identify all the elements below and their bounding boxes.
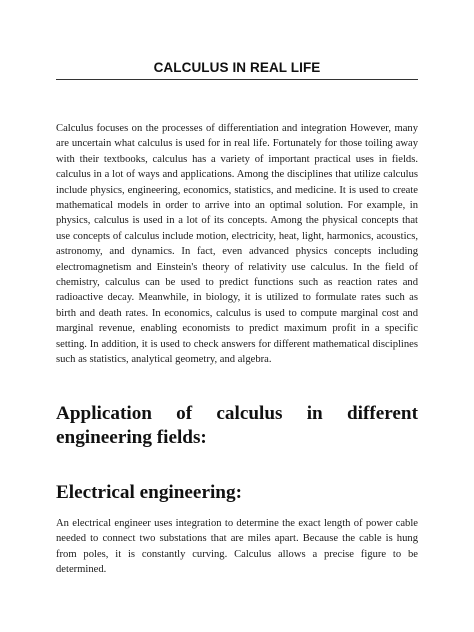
electrical-paragraph: An electrical engineer uses integration to determine the exact length of power cable needed to connect two substations that are miles apart. Because the cable is hung from poles, it is constantly curving. Calculus allows a precise figure to be determined. — [56, 518, 418, 576]
document-title: CALCULUS IN REAL LIFE — [153, 60, 321, 75]
intro-paragraph: Calculus focuses on the processes of differentiation and integration However, many are uncertain what calculus is used for in real life. Fortunately for those toiling away with their textbooks, calculus has a variety of important practical uses in fields. calculus in a lot of ways and applications. Among the disciplines that utilize calculus include physics, engineering, economics, statistics, and medicine. It is used to create mathematical models in order to arrive into an optimal solution. For example, in physics, calculus is used in a lot of its concepts. Among the physical concepts that use concepts of calculus include motion, electricity, heat, light, harmonics, acoustics, astronomy, and dynamics. In fact, even advanced physics concepts including electromagnetism and Einstein's theory of relativity use calculus. In the field of chemistry, calculus can be used to predict functions such as reaction rates and radioactive decay. Meanwhile, in biology, it is utilized to formulate rates such as birth and death rates. In economics, calculus is used to compute marginal cost and marginal revenue, enabling economists to predict maximum profit in a specific setting. In addition, it is used to check answers for different mathematical disciplines such as statistics, analytical geometry, and algebra. — [56, 123, 418, 366]
subsection-heading-electrical: Electrical engineering: — [56, 482, 242, 503]
section-heading-applications: Application of calculus in different engineering fields: — [56, 403, 418, 448]
title-underline-divider — [56, 79, 418, 80]
